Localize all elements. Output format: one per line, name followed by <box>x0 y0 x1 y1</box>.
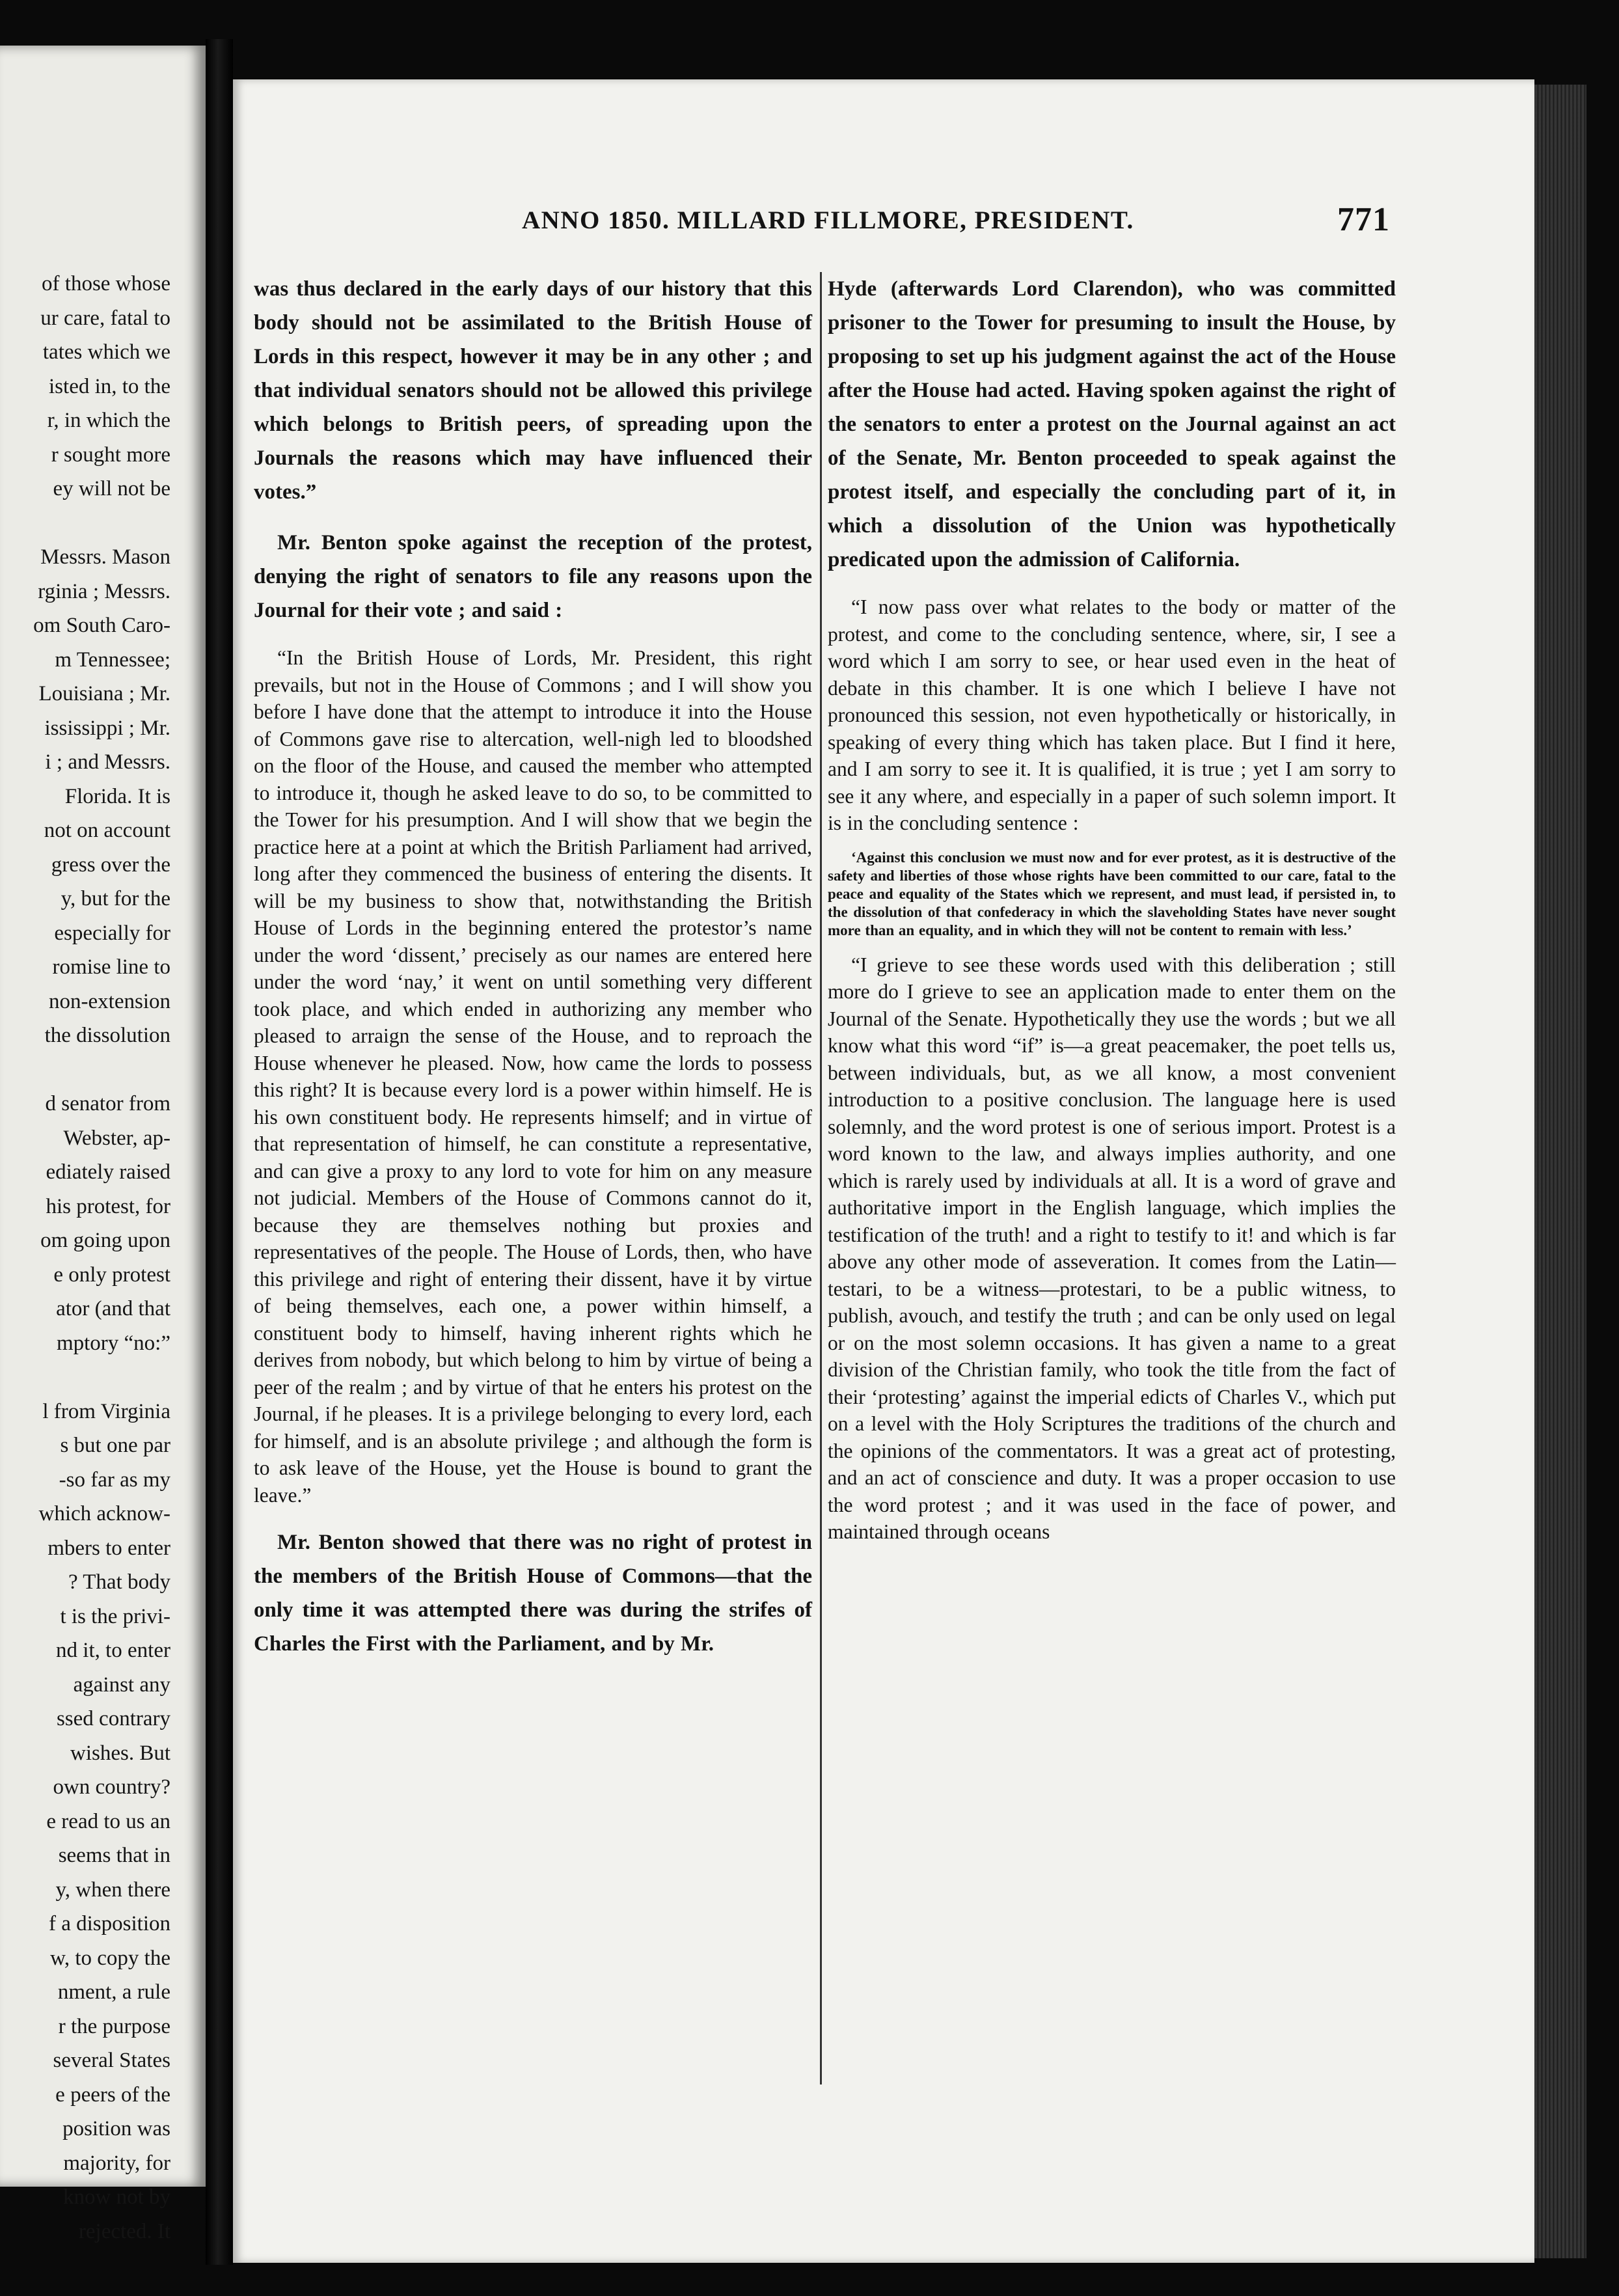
left-page-line: e only protest <box>53 1263 170 1287</box>
left-page-line: of those whose <box>42 272 170 295</box>
left-page-line: Florida. It is <box>64 784 170 808</box>
left-page-line: ator (and that <box>56 1297 170 1320</box>
left-page-line: y, but for the <box>61 887 170 910</box>
left-page-fragment <box>0 46 206 2243</box>
left-page-line: r sought more <box>51 443 170 467</box>
left-page-line: m Tennessee; <box>55 648 170 672</box>
left-page-line: e read to us an <box>46 1809 170 1833</box>
left-page-line: know not by <box>63 2185 170 2209</box>
left-page-line: f a disposition <box>49 1912 170 1935</box>
left-page-line: which acknow- <box>38 1502 170 1525</box>
left-page-line: s but one par <box>60 1434 170 1457</box>
left-page-line: ur care, fatal to <box>40 306 170 330</box>
left-page-line: his protest, for <box>46 1194 170 1218</box>
left-page-line <box>0 1360 170 1395</box>
left-page-line: l from Virginia <box>42 1399 170 1423</box>
quoted-speech: “I now pass over what relates to the body or matter of the protest, and come to the concluding sentence, where, sir, I see a word which I am sorry to see, or hear used even in the heat of debate in this chamber. It is one which I believe I have not pronounced this session, not even hypothetically or historically, in speaking of every thing which has taken place. But I find it here, and I am sorry to see it. It is qualified, it is true ; yet I am sorry to see it any where, and especially in a paper of such solemn import. It is in the concluding sentence : <box>828 595 1396 834</box>
paragraph: Hyde (afterwards Lord Clarendon), who was committed prisoner to the Tower for presuming to insult the House, by proposing to set up his judgment against the act of the House after the House had acted. Having spoken against the right of the senators to enter a protest on the Journal against an act of the Senate, Mr. Benton proceeded to speak against the protest itself, and especially the concluding part of it, in which a dissolution of the Union was hypothetically predicated upon the admission of California. <box>828 277 1396 571</box>
left-page-line: rejected. It <box>78 2219 170 2243</box>
book-gutter <box>206 39 233 2265</box>
left-page-line: e peers of the <box>55 2083 170 2107</box>
left-page-line: against any <box>73 1673 170 1697</box>
left-page-line: Messrs. Mason <box>40 545 170 569</box>
quoted-speech: “I grieve to see these words used with this deliberation ; still more do I grieve to see an application made to enter them on the Journal of the Senate. Hypothetically they use the words ; but we all know what this word “if” is—a great peacemaker, the poet tells us, between individuals, but, as we all know, a most convenient introduction to a positive conclusion. The language here is used solemnly, and the word protest is one of serious import. Protest is a word known to the law, and always implies authority, and one which is rarely used by individuals at all. It is a word of grave and authoritative import in the English language, which implies the testification of the truth! and a right to testify to it! and which is far above any other mode of asseveration. It comes from the Latin—testari, to be a witness—protestari, to be a public witness, to publish, avouch, and testify the truth ; and can be only used on legal or on the most solemn occasions. It has given a name to a great division of the Christian family, who took the title from the fact of their ‘protesting’ against the imperial edicts of Charles V., which put on a level with the Holy Scriptures the traditions of the church and the opinions of the commentators. It was a great act of protesting, and an act of conscience and duty. It was a proper occasion to use the word protest ; and it was used in the face of power, and maintained through oceans <box>828 953 1396 1543</box>
left-page-line: r the purpose <box>58 2014 170 2038</box>
text-column-left <box>254 272 812 2084</box>
left-page-line: majority, for <box>63 2151 170 2175</box>
left-page-line: not on account <box>44 819 170 842</box>
left-page-line: own country? <box>53 1775 170 1799</box>
protest-excerpt: ‘Against this conclusion we must now and for ever protest, as it is destructive of the safety and liberties of those whose rights have been committed to our care, fatal to the peace and equality of the States which we represent, and must lead, if persisted in, to the dissolution of that confederacy in which the slaveholding States have never sought more than an equality, and in which they will not be content to remain with less.’ <box>828 849 1396 938</box>
left-page-line: ississippi ; Mr. <box>44 716 170 740</box>
left-page-line: -so far as my <box>59 1468 170 1492</box>
left-page-line: Louisiana ; Mr. <box>38 682 170 705</box>
text-column-right <box>828 272 1396 2084</box>
left-page-line: wishes. But <box>70 1741 170 1765</box>
left-page-line: Webster, ap- <box>63 1126 170 1150</box>
left-page-line: w, to copy the <box>50 1946 170 1970</box>
left-page-line: mptory “no:” <box>56 1331 170 1355</box>
left-page-line: several States <box>53 2049 170 2072</box>
left-page-line: nd it, to enter <box>56 1639 170 1662</box>
left-page-line: y, when there <box>55 1878 170 1902</box>
left-page-line: rginia ; Messrs. <box>38 579 170 603</box>
left-page-line <box>0 506 170 541</box>
page-number: 771 <box>1337 201 1390 238</box>
left-page-text-lines <box>0 267 170 2248</box>
left-page-line: om going upon <box>40 1229 170 1252</box>
left-page-line: d senator from <box>45 1092 170 1115</box>
paragraph: was thus declared in the early days of our history that this body should not be assimilated to the British House of Lords in this respect, however it may be in any other ; and that individual senators should not be allowed this privilege which belongs to British peers, of spreading upon the Journals the reasons which may have influenced their votes.” <box>254 277 812 504</box>
left-page-line: ey will not be <box>53 477 170 500</box>
left-page-line: i ; and Messrs. <box>45 750 170 774</box>
left-page-line: position was <box>62 2117 170 2140</box>
quoted-speech: “In the British House of Lords, Mr. President, this right prevails, but not in the House of Commons ; and I will show you before I have done that the attempt to introduce it into the House of Commons gave rise to altercation, well-nigh led to bloodshed on the floor of the House, and caused the member who attempted to introduce it, though he asked leave to do so, to be committed to the Tower for his presumption. And I will show that we begin the practice here at a point at which the British Parliament had arrived, long after they commenced the business of entering the disents. It will be my business to show that, notwithstanding the British House of Lords in the beginning entered the protestor’s name under the word ‘dissent,’ precisely as our names are entered here under the word ‘nay,’ it went on until something very different took place, and which ended in authorizing any member who pleased to arraign the sense of the House, and to reproach the House whenever he pleased. Now, how came the lords to possess this right? It is because every lord is a power within himself. He is his own constituent body. He represents himself; and in virtue of that representation of himself, he can constitute a representative, and can give a proxy to any lord to vote for him on any measure not judicial. Members of the House of Commons cannot do it, because they are themselves nothing but proxies and representatives of the people. The House of Lords, then, who have this privilege and right of entering their dissent, have it by virtue of being themselves, each one, a power within himself, a constituent body to himself, having inherent rights which he derives from nobody, but which belong to him by virtue of being a peer of the realm ; and by virtue of that he enters his protest on the Journal, if he pleases. It is a privilege belonging to every lord, each for himself, and is an absolute privilege ; and although the form is to ask leave of the House, yet the House is bound to grant the leave.” <box>254 646 812 1507</box>
left-page-line: the dissolution <box>44 1024 170 1047</box>
left-page-line: gress over the <box>51 853 170 877</box>
left-page-line <box>0 1053 170 1087</box>
left-page-line: especially for <box>54 921 170 945</box>
page-edges <box>1534 85 1586 2258</box>
left-page-line: nment, a rule <box>57 1980 170 2004</box>
page-header <box>286 200 1390 253</box>
left-page-line: ssed contrary <box>56 1707 170 1730</box>
left-page-line: t is the privi- <box>60 1604 170 1628</box>
left-page-line: om South Caro- <box>33 614 170 637</box>
column-divider <box>820 272 822 2084</box>
paragraph: Mr. Benton spoke against the reception of the protest, denying the right of senators to file any reasons upon the Journal for their vote ; and said : <box>254 531 812 622</box>
running-head: ANNO 1850. MILLARD FILLMORE, PRESIDENT. <box>522 206 1134 234</box>
paragraph: Mr. Benton showed that there was no right of protest in the members of the British House of Commons—that the only time it was attempted there was during the strifes of Charles the First with the Parliament, and by Mr. <box>254 1531 812 1656</box>
left-page-line: ? That body <box>68 1570 170 1594</box>
left-page-line: tates which we <box>42 340 170 364</box>
left-page-line: r, in which the <box>47 409 170 432</box>
left-page-line: ediately raised <box>46 1160 170 1184</box>
left-page-line: seems that in <box>58 1844 170 1867</box>
left-page-line: isted in, to the <box>49 374 170 398</box>
left-page-line: non-extension <box>49 989 170 1013</box>
left-page-line: mbers to enter <box>48 1536 170 1560</box>
left-page-line: romise line to <box>52 955 170 979</box>
